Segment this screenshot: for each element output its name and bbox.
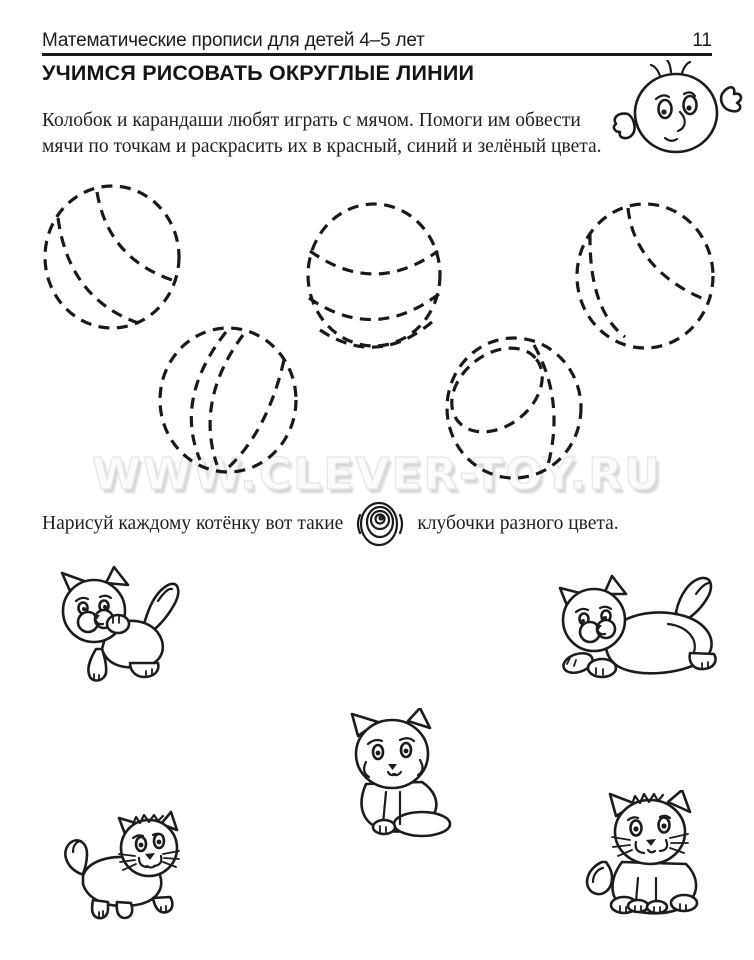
traceable-ball-2 bbox=[308, 204, 440, 347]
kolobok-left-eye bbox=[659, 100, 672, 118]
kolobok-right-eye bbox=[684, 96, 697, 114]
yarn-spiral-icon bbox=[355, 496, 405, 552]
kitten-illustration-5 bbox=[580, 790, 720, 918]
traceable-ball-3 bbox=[577, 204, 713, 348]
yarn-task-text-before: Нарисуй каждому котёнку вот такие bbox=[42, 513, 344, 534]
page-header-title: Математические прописи для детей 4–5 лет bbox=[42, 30, 425, 51]
section-heading: УЧИМСЯ РИСОВАТЬ ОКРУГЛЫЕ ЛИНИИ bbox=[42, 61, 475, 85]
intro-line-2: мячи по точкам и раскрасить их в красный, синий и зелёный цвета. bbox=[42, 136, 602, 157]
kolobok-left-hand bbox=[614, 114, 635, 138]
page-number: 11 bbox=[692, 30, 712, 51]
kolobok-right-hand bbox=[721, 87, 741, 111]
kitten-illustration-2 bbox=[552, 568, 724, 686]
kitten-illustration-4 bbox=[55, 810, 195, 920]
kolobok-hair bbox=[651, 65, 660, 76]
watermark-text: WWW.CLEVER-TOY.RU bbox=[92, 449, 662, 500]
kolobok-character-illustration bbox=[608, 60, 748, 160]
header-rule bbox=[42, 53, 712, 56]
kitten-illustration-1 bbox=[50, 565, 182, 685]
kitten-illustration-3 bbox=[330, 708, 460, 838]
traceable-ball-1 bbox=[45, 186, 179, 328]
intro-paragraph bbox=[42, 108, 602, 160]
intro-line-1: Колобок и карандаши любят играть с мячом. Помоги им обвести bbox=[42, 110, 581, 131]
yarn-task-text-after: клубочки разного цвета. bbox=[417, 513, 619, 534]
yarn-task-row bbox=[42, 496, 619, 552]
